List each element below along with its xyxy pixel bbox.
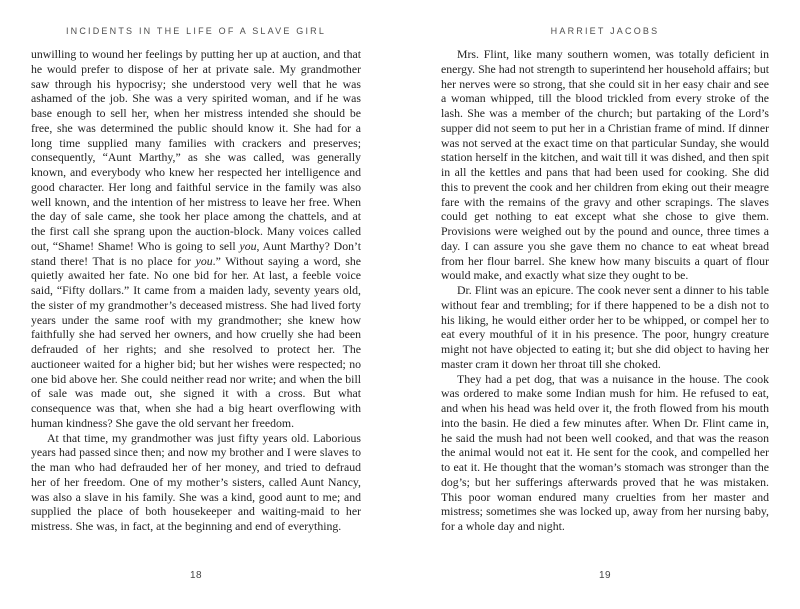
running-head-right: HARRIET JACOBS (550, 26, 660, 36)
page-left (31, 0, 361, 609)
paragraph: Mrs. Flint, like many southern women, was totally deficient in energy. She had not strength to superintend her household affairs; but her nerves were so strong, that she could sit in her easy chair and see a woman whipped, till the blood trickled from every stroke of the lash. She was a member of the church; but partaking of the Lord’s supper did not seem to put her in a Christian frame of mind. If dinner was not served at the exact time on that particular Sunday, she would station herself in the kitchen, and wait till it was dished, and then spit in all the kettles and pans that had been used for cooking. She did this to prevent the cook and her children from eking out their meagre fare with the remains of the gravy and other scrapings. The slaves could get nothing to eat except what she chose to give them. Provisions were weighed out by the pound and ounce, three times a day. I can assure you she gave them no chance to eat wheat bread from her flour barrel. She knew how many biscuits a quart of flour would make, and exactly what size they ought to be. (441, 47, 769, 283)
page-body-right (441, 47, 769, 563)
paragraph: unwilling to wound her feelings by putting her up at auction, and that he would prefer to dispose of her at private sale. My grandmother saw through his hypocrisy; she understood very well that he was ashamed of the job. She was a very spirited woman, and if he was base enough to sell her, when her mistress intended she should be free, she was determined the public should know it. She had for a long time supplied many families with crackers and preserves; consequently, “Aunt Marthy,” as she was called, was generally known, and everybody who knew her respected her intelligence and good character. Her long and faithful service in the family was also well known, and the intention of her mistress to leave her free. When the day of sale came, she took her place among the chattels, and at the first call she sprang upon the auction-block. Many voices called out, “Shame! Shame! Who is going to sell you, Aunt Marthy? Don’t stand there! That is no place for you.” Without saying a word, she quietly awaited her fate. No one bid for her. At last, a feeble voice said, “Fifty dollars.” It came from a maiden lady, seventy years old, the sister of my grandmother’s deceased mistress. She had lived forty years under the same roof with my grandmother; she knew how faithfully she had served her owners, and how cruelly she had been defrauded of her rights; and she resolved to protect her. The auctioneer waited for a higher bid; but her wishes were respected; no one bid above her. She could neither read nor write; and when the bill of sale was made out, she signed it with a cross. But what consequence was that, when she had a big heart overflowing with human kindness? She gave the old servant her freedom. (31, 47, 361, 430)
page-right (441, 0, 769, 609)
running-head-left: INCIDENTS IN THE LIFE OF A SLAVE GIRL (65, 26, 327, 36)
page-number-right: 19 (598, 570, 612, 581)
paragraph: Dr. Flint was an epicure. The cook never sent a dinner to his table without fear and trembling; for if there happened to be a dish not to his liking, he would either order her to be whipped, or compel her to eat every mouthful of it in his presence. The poor, hungry creature might not have objected to eating it; but she did object to having her master cram it down her throat till she choked. (441, 283, 769, 371)
paragraph: At that time, my grandmother was just fifty years old. Laborious years had passed since then; and now my brother and I were slaves to the man who had defrauded her of her money, and tried to defraud her of her freedom. One of my mother’s sisters, called Aunt Nancy, was also a slave in his family. She was a kind, good aunt to me; and supplied the place of both housekeeper and waiting-maid to her mistress. She was, in fact, at the beginning and end of everything. (31, 430, 361, 533)
page-body-left (31, 47, 361, 563)
page-number-left: 18 (189, 570, 203, 581)
paragraph: They had a pet dog, that was a nuisance in the house. The cook was ordered to make some Indian mush for him. He refused to eat, and when his head was held over it, the froth flowed from his mouth into the basin. He died a few minutes after. When Dr. Flint came in, he said the mush had not been well cooked, and that was the reason the animal would not eat it. He sent for the cook, and compelled her to eat it. He thought that the woman’s stomach was stronger than the dog’s; but her sufferings afterwards proved that he was mistaken. This poor woman endured many cruelties from her master and mistress; sometimes she was locked up, away from her nursing baby, for a whole day and night. (441, 371, 769, 533)
